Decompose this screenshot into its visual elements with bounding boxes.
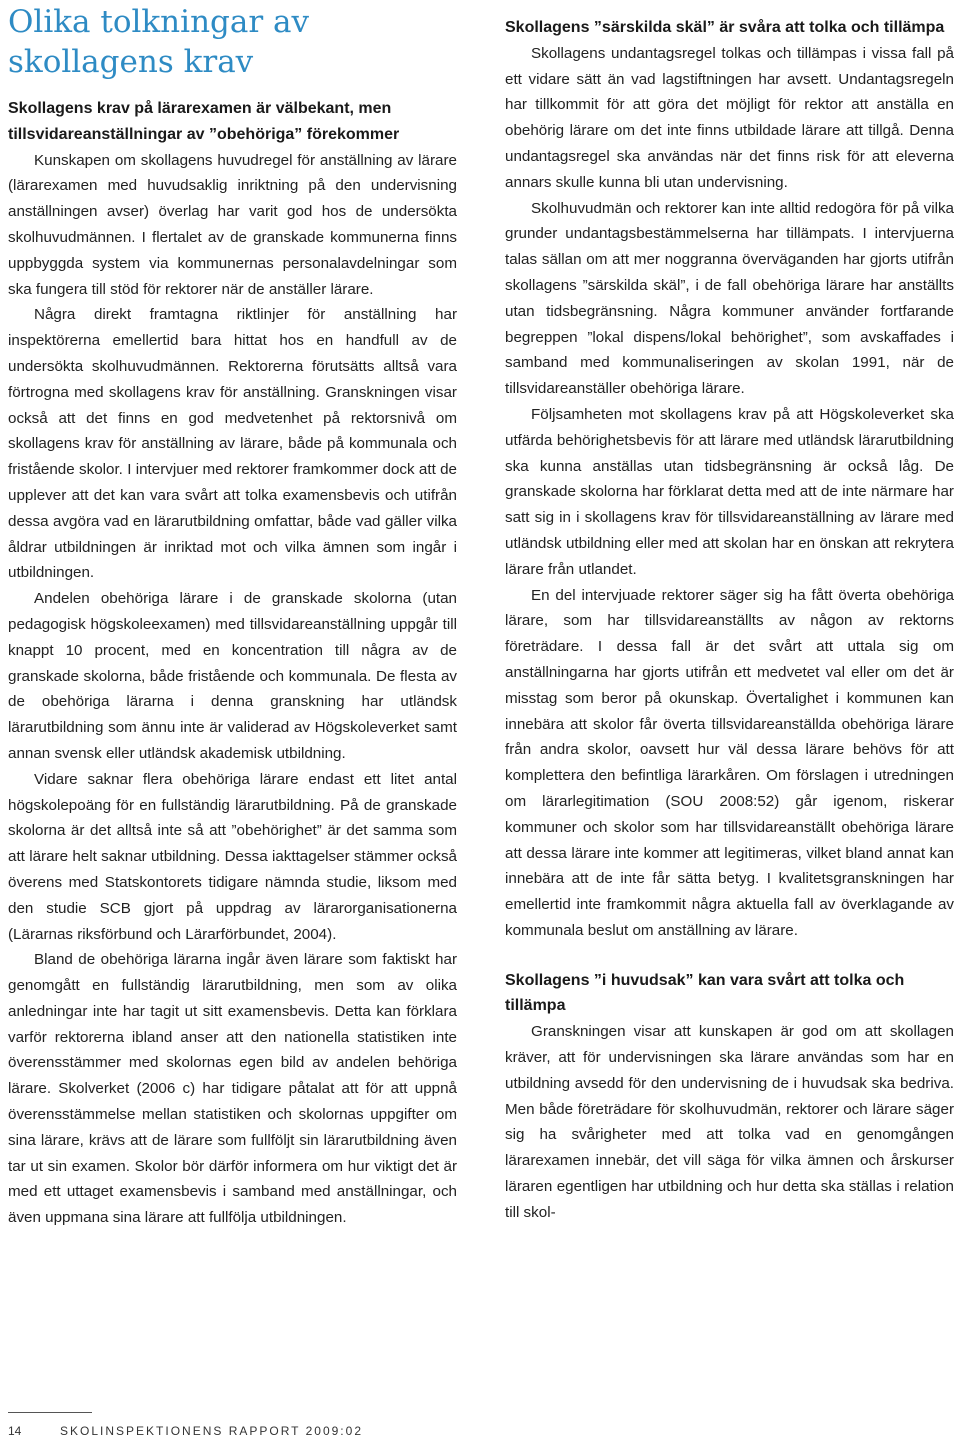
paragraph: Följsamheten mot skollagens krav på att Högskoleverket ska utfärda behörighetsbevis för att lärare med utländsk lärarutbildning ska kunna anställas utan tidsbegränsning är också låg. De granskade skolorna har förklarat detta med att de inte närmare har satt sig in i skollagens krav för tillsvidareanställning av lärare med utländsk utbildning eller med att skolan har en önskan att rekrytera lärare från utlandet. <box>505 405 954 578</box>
page-number: 14 <box>8 1424 22 1438</box>
publication-name: SKOLINSPEKTIONENS RAPPORT 2009:02 <box>60 1424 363 1438</box>
paragraph: Kunskapen om skollagens huvudregel för anställning av lärare (lärarexamen med huvudsaklig inriktning på den undervisning anställningen avser) överlag har varit god hos de undersökta skolhuvudmännen. I flertalet av de granskade kommunerna finns uppbyggda system via kommunernas personalavdelningar som ska fungera till stöd för rektorer när de anställer lärare. <box>8 151 457 298</box>
paragraph: Skolhuvudmän och rektorer kan inte alltid redogöra för på vilka grunder undantagsbestämmelserna har tillämpats. I intervjuerna talas sällan om att mer noggranna överväganden har gjorts utifrån skollagens ”särskilda skäl”, i de fall obehöriga lärare har anställts utan tidsbegränsning. Några kommuner använder fortfarande begreppen ”lokal dispens/lokal behörighet”, som avskaffades i samband med kommunaliseringen av skolan 1991, när de tillsvidareanställer obehöriga lärare. <box>505 199 954 398</box>
section-spacer <box>505 944 954 968</box>
page-footer <box>8 1424 363 1438</box>
left-column <box>8 96 457 1231</box>
footer-divider <box>8 1412 92 1413</box>
section-heading: Skollagens ”särskilda skäl” är svåra att tolka och tillämpa <box>505 19 945 36</box>
paragraph: Några direkt framtagna riktlinjer för anställning har inspektörerna emellertid bara hittat hos en handfull av de undersökta skolhuvudmännen. Rektorerna förutsätts alltså vara förtrogna med skollagens krav för anställning. Granskningen visar också att det finns en god medvetenhet på rektorsnivå om skollagens krav för anställning av lärare, både på kommunala och fristående skolor. I intervjuer med rektorer framkommer dock att de upplever att det kan vara svårt att tolka examensbevis och utifrån dessa avgöra vad en lärarutbildning omfattar, både vad gäller vilka åldrar utbildningen är inriktad mot och vilka ämnen som ingår i utbildningen. <box>8 306 457 582</box>
paragraph: Andelen obehöriga lärare i de granskade skolorna (utan pedagogisk högskoleexamen) med tillsvidareanställning uppgår till knappt 10 procent, med en koncentration till några av de granskade skolorna, både fristående och kommunala. De flesta av de obehöriga lärarna i denna granskning har utländsk lärarutbildning som ännu inte är validerad av Högskoleverket samt annan svensk eller utländsk akademisk utbildning. <box>8 590 457 762</box>
paragraph: Granskningen visar att kunskapen är god om att skollagen kräver, att för undervisningen ska lärare användas som har en utbildning avsedd för den undervisning de i huvudsak ska bedriva. Men både företrädare för skolhuvudmän, rektorer och lärare säger sig ha svårigheter med att tolka vad en genomgången lärarexamen innebär, det vill säga för vilka ämnen och årskurser läraren egentligen har utbildning och hur detta ska ställas i relation till skol- <box>505 1023 954 1221</box>
paragraph: Bland de obehöriga lärarna ingår även lärare som faktiskt har genomgått en fullständig lärarutbildning, men som av olika anledningar inte har tagit ut sitt examensbevis. Detta kan förklara varför rektorerna ibland anser att den nationella statistiken inte överensstämmer med skolornas egen bild av andelen behöriga lärare. Skolverket (2006 c) har tidigare påtalat att för att uppnå överensstämmelse mellan statistiken och skolornas uppgifter om sina lärare, krävs att de lärare som fullföljt sin lärarutbildning även tar ut sin examen. Skolor bör därför informera om hur viktigt det är med ett uttaget examensbevis i samband med anställningar, och även uppmana sina lärare att fullfölja utbildningen. <box>8 951 457 1227</box>
section-heading: Skollagens ”i huvudsak” kan vara svårt att tolka och tillämpa <box>505 971 905 1015</box>
paragraph: Skollagens undantagsregel tolkas och tillämpas i vissa fall på ett vidare sätt än vad lagstiftningen har avsett. Undantagsregeln har tillkommit för att göra det möjligt för rektor att anställa en obehörig lärare om det inte finns utbildade lärare att tillgå. Denna undantagsregel ska användas när det finns risk för att eleverna annars skulle kunna bli utan undervisning. <box>505 44 954 191</box>
paragraph: Vidare saknar flera obehöriga lärare endast ett litet antal högskolepoäng för en fullständig lärarutbildning. På de granskade skolorna är det alltså inte så att ”obehörighet” är det samma som att lärare helt saknar utbildning. Dessa iakttagelser stämmer också överens med Statskontorets tidigare nämnda studie, liksom med den studie SCB gjort på uppdrag av lärarorganisationerna (Lärarnas riksförbund och Lärarförbundet, 2004). <box>8 770 457 943</box>
section-heading: Skollagens krav på lärarexamen är välbekant, men tillsvidareanställningar av ”obehöriga” förekommer <box>8 100 400 143</box>
page-title: Olika tolkningar av skollagens krav <box>8 4 310 80</box>
right-column <box>505 15 954 1226</box>
paragraph: En del intervjuade rektorer säger sig ha fått överta obehöriga lärare, som har tillsvidareanställts av någon av rektorns företrädare. I dessa fall är det svårt att uttala sig om anställningarna har gjorts utifrån ett medvetet val eller om det är misstag som beror på okunskap. Övertalighet i kommunen kan innebära att skolor får överta tillsvidareanställda obehöriga lärare från andra skolor, oavsett hur väl dessa lärare behövs för att komplettera den befintliga lärarkåren. Om förslagen i utredningen om lärarlegitimation (SOU 2008:52) går igenom, riskerar kommuner och skolor som har tillsvidareanställt obehöriga lärare att dessa lärare inte kommer att legitimeras, vilket bland annat kan innebära att de inte får sätta betyg. I kvalitetsgranskningen har emellertid inte framkommit några aktuella fall av överklagande av kommunala beslut om anställning av lärare. <box>505 586 954 939</box>
